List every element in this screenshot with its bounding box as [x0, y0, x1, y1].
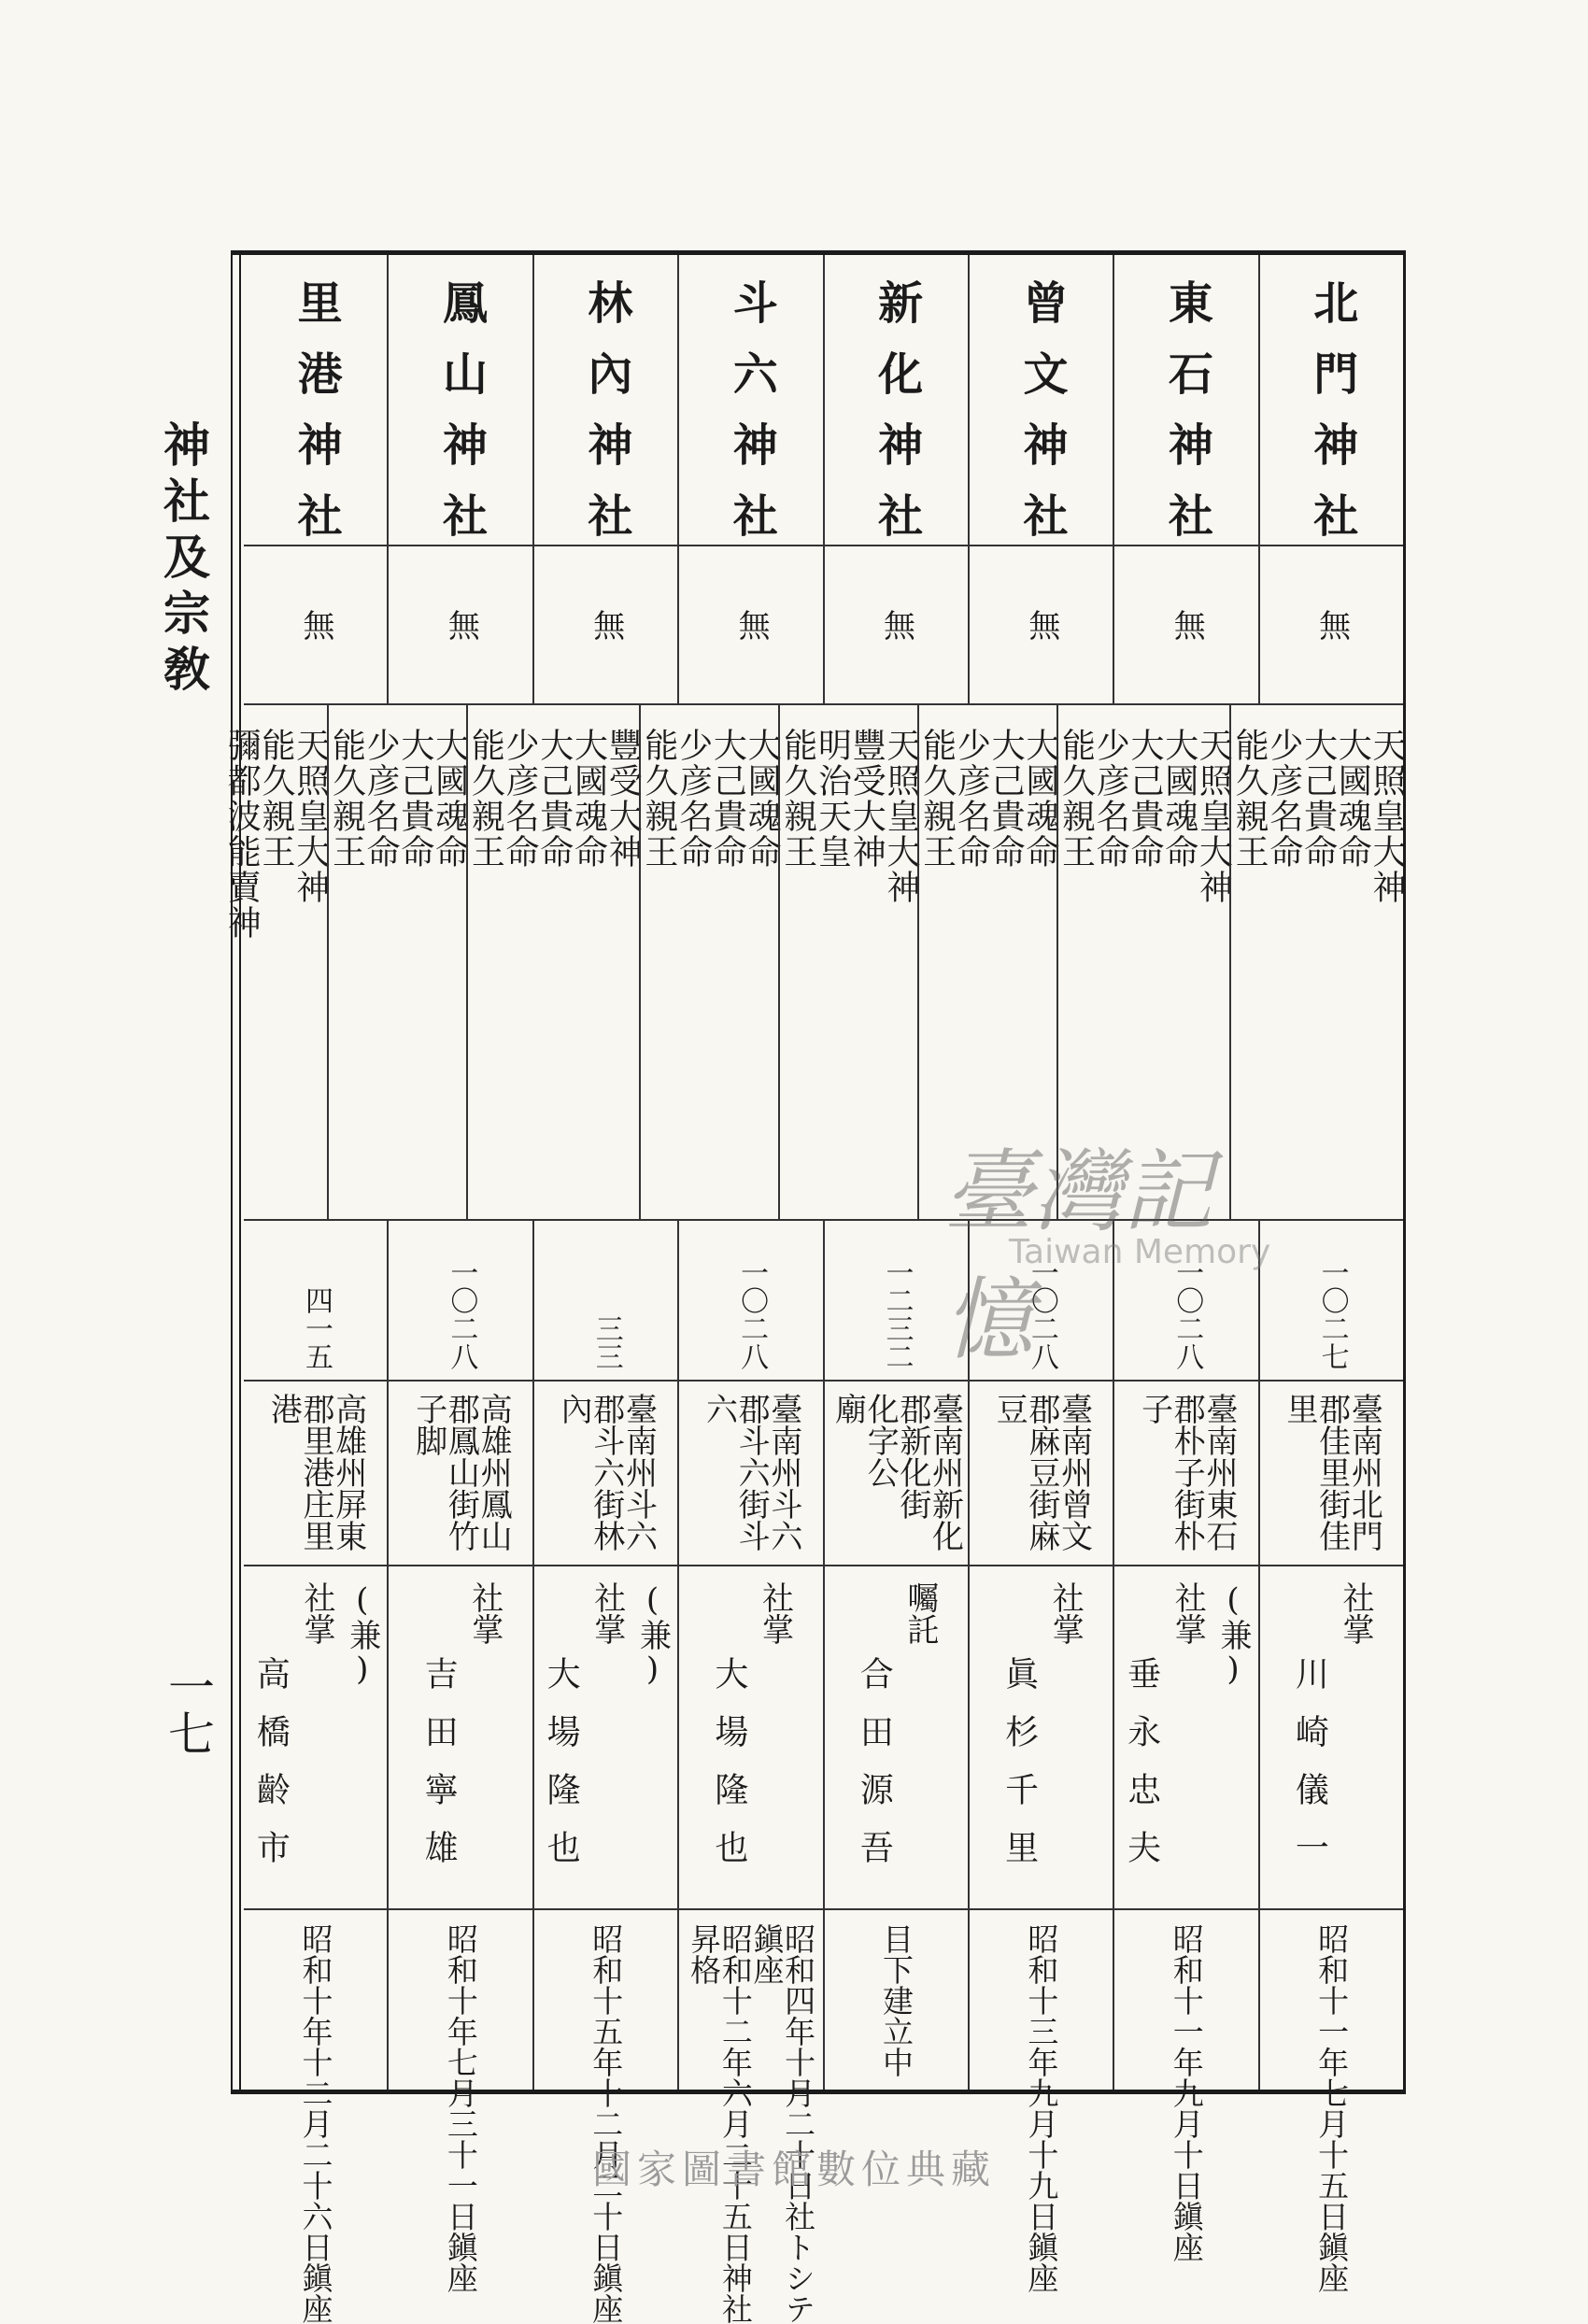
shrine-rank: 無 — [587, 609, 625, 641]
deity-name: 少彦名命 — [501, 728, 540, 870]
deities-cell — [778, 705, 920, 1219]
deity-name: 天照皇大神 — [1368, 728, 1406, 905]
rank-cell — [244, 546, 387, 703]
deity-name: 能久親王 — [917, 728, 957, 870]
location-line: 臺南州北門 — [1345, 1393, 1383, 1552]
number-cell — [677, 1221, 822, 1380]
shrine-rank: 無 — [1312, 609, 1351, 641]
priest-role: 社掌 — [465, 1581, 503, 1645]
priest-name: 垂永忠夫 — [1122, 1656, 1161, 1888]
shrine-name: 東石神社 — [1160, 279, 1213, 563]
location-line: 臺南州東石 — [1199, 1393, 1238, 1552]
deities-cell — [1229, 705, 1406, 1219]
priest-role: 囑託 — [900, 1581, 939, 1645]
date-cell — [387, 1910, 532, 2293]
deity-name: 明治天皇 — [813, 728, 852, 870]
deities-cell — [466, 705, 643, 1219]
shrine-number: 四一五 — [299, 1286, 333, 1370]
shrine-number: 一二三二 — [880, 1258, 914, 1370]
priest-cell — [1113, 1566, 1257, 1908]
shrine-number: 一〇二八 — [445, 1258, 478, 1370]
number-cell — [1113, 1221, 1257, 1380]
shrine-rank: 無 — [1168, 609, 1206, 641]
deities-cell — [917, 705, 1059, 1219]
shrine-name-cell — [677, 255, 822, 563]
location-line: 郡斗六街斗 — [732, 1393, 771, 1552]
deity-name: 彌都波能賣神 — [222, 728, 262, 941]
location-line: 郡新化街 — [893, 1393, 931, 1520]
date-cell — [677, 1910, 822, 2324]
deity-name: 豐受大神 — [847, 728, 886, 870]
page-number: 一七 — [161, 1663, 215, 1756]
priest-role: 社掌 — [1046, 1581, 1085, 1645]
priest-name: 大場隆也 — [542, 1656, 581, 1888]
rank-cell — [677, 546, 822, 703]
location-line: 郡朴子街朴 — [1168, 1393, 1206, 1552]
shrine-rank: 無 — [442, 609, 480, 641]
shrine-number: 一〇二八 — [1025, 1258, 1058, 1370]
number-cell — [244, 1221, 387, 1380]
shrine-rank: 無 — [1022, 609, 1060, 641]
row-location — [244, 1382, 1403, 1566]
date-cell — [1258, 1910, 1403, 2293]
date-line: 昭和十年十二月二十六日鎭座 — [297, 1923, 334, 2324]
shrine-name: 新化神社 — [870, 279, 923, 563]
priest-role: 社掌 — [1169, 1581, 1207, 1645]
priest-cell — [244, 1566, 387, 1908]
location-line: 臺南州新化 — [926, 1393, 964, 1552]
location-cell — [968, 1382, 1113, 1565]
location-line: 子 — [1135, 1393, 1173, 1424]
location-line: 臺南州斗六 — [619, 1393, 658, 1552]
deity-name: 少彦名命 — [952, 728, 991, 870]
shrine-name: 里港神社 — [290, 279, 343, 563]
priest-name: 合田源吾 — [855, 1656, 894, 1888]
section-title: 神社及宗敎 — [156, 420, 211, 701]
shrine-rank: 無 — [732, 609, 771, 641]
priest-name: 吉田寧雄 — [419, 1656, 459, 1888]
shrine-name-cell — [823, 255, 968, 563]
location-line: 廟 — [829, 1393, 867, 1424]
priest-name: 大場隆也 — [709, 1656, 748, 1888]
shrine-number: 一〇二八 — [1170, 1258, 1204, 1370]
priest-name: 高橋齡市 — [251, 1656, 291, 1888]
date-line: 昭和十一年七月十五日鎭座 — [1313, 1923, 1351, 2293]
deities-cell — [222, 705, 330, 1219]
shrine-name-cell — [1258, 255, 1403, 563]
deity-name: 能久親王 — [639, 728, 678, 870]
priest-cell — [968, 1566, 1113, 1908]
date-cell — [532, 1910, 677, 2324]
location-line: 郡里港庄里 — [297, 1393, 335, 1552]
rank-cell — [1113, 546, 1257, 703]
priest-role: 社掌 — [1337, 1581, 1374, 1645]
location-line: 郡鳳山街竹 — [442, 1393, 480, 1552]
location-line: 郡斗六街林 — [587, 1393, 625, 1552]
location-line: 里 — [1280, 1393, 1318, 1424]
deity-name: 少彦名命 — [362, 728, 401, 870]
deity-name: 大己貴命 — [395, 728, 434, 870]
location-line: 高雄州屏東 — [329, 1393, 367, 1552]
shrine-name-cell — [1113, 255, 1257, 563]
location-cell — [1113, 1382, 1257, 1565]
deity-name: 少彦名命 — [1091, 728, 1130, 870]
location-cell — [244, 1382, 387, 1565]
rank-cell — [1258, 546, 1403, 703]
deity-name: 能久親王 — [466, 728, 505, 870]
deity-name: 能久親王 — [778, 728, 817, 870]
date-cell — [968, 1910, 1113, 2293]
deity-name: 大國魂命 — [743, 728, 782, 870]
location-cell — [823, 1382, 968, 1565]
shrine-name-cell — [244, 255, 387, 563]
date-cell — [1113, 1910, 1257, 2262]
priest-cell — [823, 1566, 968, 1908]
shrine-name: 曾文神社 — [1015, 279, 1069, 563]
date-cell — [823, 1910, 968, 2090]
priest-cell — [387, 1566, 532, 1908]
deity-name: 大己貴命 — [1298, 728, 1338, 870]
watermark-text-cn: 臺灣記憶 — [943, 1140, 1212, 1372]
deity-name: 大己貴命 — [1125, 728, 1164, 870]
priest-role: (兼) — [1213, 1581, 1252, 1688]
location-line: 港 — [264, 1393, 303, 1424]
priest-role: (兼) — [633, 1581, 672, 1688]
shrine-rank: 無 — [877, 609, 915, 641]
shrine-number: 一〇二七 — [1315, 1258, 1349, 1370]
deity-name: 大國魂命 — [1159, 728, 1198, 870]
deity-name: 能久親王 — [1056, 728, 1096, 870]
shrine-name: 斗六神社 — [725, 279, 778, 563]
number-cell — [823, 1221, 968, 1380]
shrine-name: 鳳山神社 — [434, 279, 488, 563]
row-priest — [244, 1566, 1403, 1910]
date-line: 昭和十一年九月十日鎭座 — [1168, 1923, 1205, 2262]
priest-cell — [532, 1566, 677, 1908]
location-line: 豆 — [990, 1393, 1028, 1424]
date-line: 昭和十年七月三十一日鎭座 — [442, 1923, 479, 2293]
rank-cell — [387, 546, 532, 703]
shrine-name-cell — [968, 255, 1113, 563]
priest-cell — [1258, 1566, 1403, 1908]
deity-name: 大國魂命 — [1333, 728, 1372, 870]
location-line: 高雄州鳳山 — [475, 1393, 513, 1552]
date-cell — [244, 1910, 387, 2324]
priest-role: 社掌 — [756, 1581, 794, 1645]
location-cell — [532, 1382, 677, 1565]
deity-name: 少彦名命 — [1264, 728, 1303, 870]
deity-name: 大國魂命 — [569, 728, 608, 870]
deity-name: 天照皇大神 — [1194, 728, 1233, 905]
deity-name: 能久親王 — [257, 728, 295, 870]
number-cell — [968, 1221, 1113, 1380]
shrine-name-cell — [387, 255, 532, 563]
number-cell — [1258, 1221, 1403, 1380]
shrine-name: 林內神社 — [579, 279, 632, 563]
deities-cell — [327, 705, 469, 1219]
number-cell — [532, 1221, 677, 1380]
priest-role: (兼) — [343, 1581, 381, 1688]
location-line: 化字公 — [861, 1393, 900, 1488]
deities-cell — [1056, 705, 1233, 1219]
location-line: 六 — [700, 1393, 738, 1424]
deity-name: 大己貴命 — [534, 728, 574, 870]
deity-name: 大己貴命 — [708, 728, 747, 870]
date-line: 昭和四年十月二十日社トシテ — [780, 1923, 817, 2324]
rank-cell — [823, 546, 968, 703]
date-line: 昭和十三年九月十九日鎭座 — [1023, 1923, 1060, 2293]
location-line: 子脚 — [409, 1393, 447, 1456]
row-deities — [222, 705, 1406, 1221]
date-line: 昭和十五年十二月二十日鎭座 — [588, 1923, 625, 2324]
priest-name: 川崎儀一 — [1290, 1656, 1329, 1888]
date-line: 鎭座 — [748, 1923, 786, 1985]
deity-name: 大己貴命 — [986, 728, 1026, 870]
row-number — [244, 1221, 1403, 1382]
footer-credit: 國家圖書館數位典藏 — [591, 2147, 996, 2192]
rank-cell — [968, 546, 1113, 703]
shrine-rank: 無 — [297, 609, 335, 641]
deity-name: 能久親王 — [327, 728, 366, 870]
location-cell — [677, 1382, 822, 1565]
location-line: 臺南州曾文 — [1055, 1393, 1093, 1552]
shrine-number: 一〇二八 — [735, 1258, 769, 1370]
priest-name: 眞杉千里 — [1000, 1656, 1039, 1888]
deity-name: 天照皇大神 — [881, 728, 920, 905]
priest-cell — [677, 1566, 822, 1908]
deity-name: 大國魂命 — [1020, 728, 1059, 870]
date-line: 昇格 — [686, 1923, 723, 1985]
shrine-name-cell — [532, 255, 677, 563]
deity-name: 少彦名命 — [673, 728, 713, 870]
location-cell — [1258, 1382, 1403, 1565]
date-line: 目下建立中 — [878, 1923, 915, 2077]
rank-cell — [532, 546, 677, 703]
deities-cell — [639, 705, 782, 1219]
shrine-name: 北門神社 — [1305, 279, 1358, 563]
row-rank — [244, 546, 1403, 705]
row-shrine-name — [244, 255, 1403, 563]
location-line: 郡佳里街佳 — [1312, 1393, 1351, 1552]
location-line: 臺南州斗六 — [764, 1393, 802, 1552]
deity-name: 大國魂命 — [430, 728, 469, 870]
deity-name: 天照皇大神 — [291, 728, 330, 905]
location-line: 郡麻豆街麻 — [1022, 1393, 1060, 1552]
shrine-number: 三三 — [589, 1314, 623, 1370]
deity-name: 能久親王 — [1230, 728, 1269, 870]
priest-role: 社掌 — [588, 1581, 626, 1645]
deity-name: 豐受大神 — [603, 728, 643, 870]
date-line: 昭和十二年六月二十五日神社 — [716, 1923, 754, 2324]
location-cell — [387, 1382, 532, 1565]
number-cell — [387, 1221, 532, 1380]
watermark-text-en: Taiwan Memory — [1009, 1233, 1271, 1271]
priest-role: 社掌 — [298, 1581, 336, 1645]
location-line: 內 — [555, 1393, 593, 1424]
